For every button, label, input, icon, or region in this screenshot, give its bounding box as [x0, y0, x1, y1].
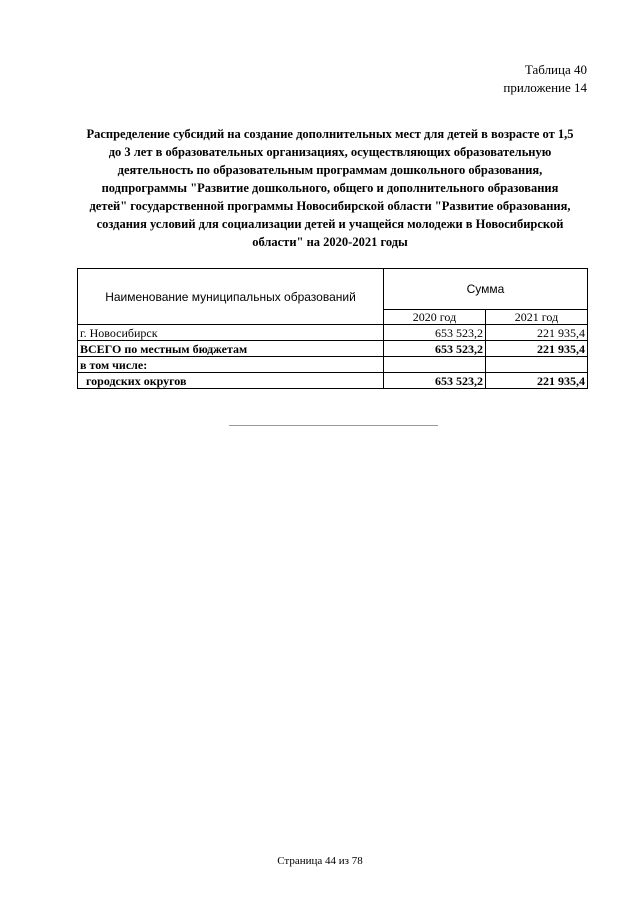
- table-row: [78, 325, 588, 341]
- title-line: детей" государственной программы Новосибирской области "Развитие образования,: [89, 199, 571, 213]
- title-line: Распределение субсидий на создание дополнительных мест для детей в возрасте от 1,5: [86, 127, 574, 141]
- column-header-sum: Сумма: [384, 269, 588, 310]
- row-name: городских округов: [78, 373, 384, 389]
- title-line: до 3 лет в образовательных организациях, осуществляющих образовательную: [108, 145, 552, 159]
- row-name: ВСЕГО по местным бюджетам: [78, 341, 384, 357]
- row-value-2021: 221 935,4: [486, 325, 588, 341]
- row-value-2021: 221 935,4: [486, 341, 588, 357]
- row-value-2020: 653 523,2: [384, 341, 486, 357]
- column-header-year-2021: 2021 год: [486, 310, 588, 325]
- row-name: в том числе:: [78, 357, 384, 373]
- document-title: [70, 125, 590, 251]
- row-value-2021: [486, 357, 588, 373]
- end-divider: [229, 425, 438, 426]
- row-value-2020: [384, 357, 486, 373]
- row-value-2020: 653 523,2: [384, 373, 486, 389]
- table-row-city-districts: [78, 373, 588, 389]
- table-reference: [503, 61, 587, 97]
- appendix-label: приложение 14: [503, 80, 587, 95]
- table-row-including: [78, 357, 588, 373]
- row-value-2020: 653 523,2: [384, 325, 486, 341]
- table-row-total: [78, 341, 588, 357]
- title-line: области" на 2020-2021 годы: [252, 235, 408, 249]
- row-value-2021: 221 935,4: [486, 373, 588, 389]
- title-line: подпрограммы "Развитие дошкольного, общего и дополнительного образования: [101, 181, 559, 195]
- table-number: Таблица 40: [524, 62, 587, 77]
- column-header-year-2020: 2020 год: [384, 310, 486, 325]
- subsidy-table: [77, 268, 588, 389]
- table-header-row: [78, 269, 588, 310]
- title-line: деятельность по образовательным программам дошкольного образования,: [117, 163, 543, 177]
- title-line: создания условий для социализации детей и учащейся молодежи в Новосибирской: [96, 217, 564, 231]
- page-number: Страница 44 из 78: [277, 855, 363, 867]
- row-name: г. Новосибирск: [78, 325, 384, 341]
- column-header-municipality: Наименование муниципальных образований: [78, 269, 384, 325]
